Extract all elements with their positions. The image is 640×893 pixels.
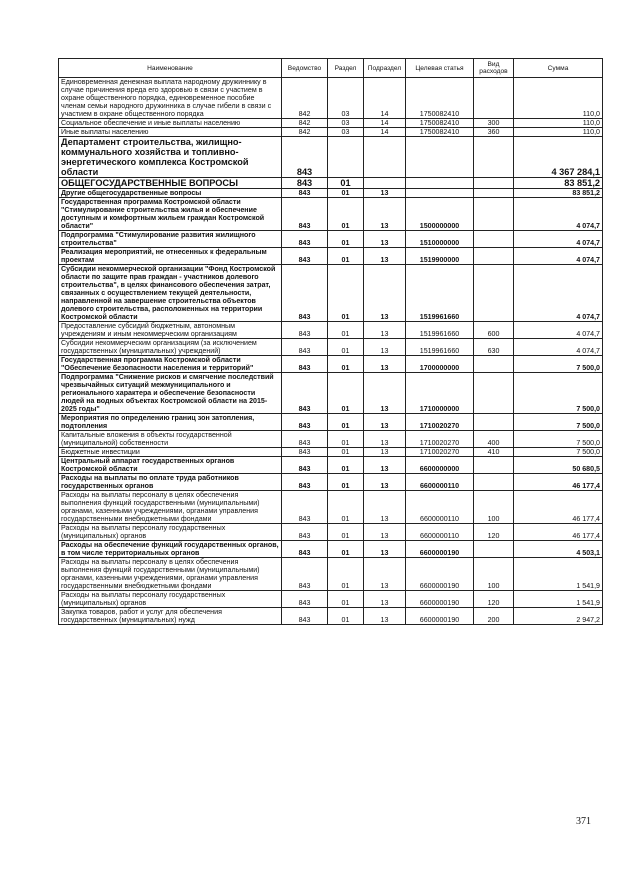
table-row [59,541,603,558]
cell-name: Социальное обеспечение и иные выплаты населению [59,119,282,128]
cell-name: Центральный аппарат государственных органов Костромской области [59,457,282,474]
cell-ved: 843 [282,431,328,448]
cell-razdel: 01 [328,356,364,373]
cell-ved: 842 [282,119,328,128]
cell-name: Иные выплаты населению [59,128,282,137]
cell-podrazdel: 13 [364,265,406,322]
table-row [59,339,603,356]
cell-ved: 843 [282,414,328,431]
table-row [59,373,603,414]
cell-name: Субсидии некоммерческой организации "Фонд Костромской области по защите прав граждан - участников долевого строительства", в целях финансового обеспечения затрат, связанных с осуществлением текущей деятельности, направленной на завершение строительства объектов долевого строительства, расположенных на территории Костромской области [59,265,282,322]
cell-ved: 843 [282,178,328,189]
cell-podrazdel: 13 [364,457,406,474]
cell-podrazdel: 13 [364,414,406,431]
table-row [59,591,603,608]
cell-summa: 46 177,4 [514,474,603,491]
cell-vid [474,457,514,474]
cell-podrazdel: 13 [364,558,406,591]
cell-ved: 843 [282,322,328,339]
cell-celevaya: 1710020270 [406,414,474,431]
cell-celevaya: 6600000110 [406,474,474,491]
cell-ved: 843 [282,248,328,265]
cell-ved: 843 [282,373,328,414]
cell-podrazdel: 13 [364,198,406,231]
cell-name: Капитальные вложения в объекты государственной (муниципальной) собственности [59,431,282,448]
cell-celevaya: 1500000000 [406,198,474,231]
table-row [59,198,603,231]
cell-podrazdel: 13 [364,356,406,373]
cell-summa: 4 074,7 [514,265,603,322]
cell-name: Подпрограмма "Стимулирование развития жилищного строительства" [59,231,282,248]
cell-ved: 843 [282,491,328,524]
cell-razdel: 03 [328,119,364,128]
cell-name: Государственная программа Костромской области "Стимулирование строительства жилья и обеспечение доступным и комфортным жильем граждан Костромской области" [59,198,282,231]
cell-podrazdel: 13 [364,448,406,457]
cell-name: Государственная программа Костромской области "Обеспечение безопасности населения и территорий" [59,356,282,373]
cell-ved: 843 [282,524,328,541]
table-row [59,558,603,591]
cell-vid [474,198,514,231]
cell-celevaya [406,137,474,178]
cell-podrazdel: 13 [364,248,406,265]
cell-name: Подпрограмма "Снижение рисков и смягчение последствий чрезвычайных ситуаций межмуниципального и регионального характера и обеспечение безопасности людей на водных объектах Костромской области на 2015-2025 годы" [59,373,282,414]
cell-vid [474,231,514,248]
cell-celevaya [406,189,474,198]
cell-vid: 100 [474,491,514,524]
cell-celevaya: 1710020270 [406,431,474,448]
cell-summa: 83 851,2 [514,178,603,189]
cell-razdel: 01 [328,524,364,541]
table-row [59,474,603,491]
cell-vid: 120 [474,591,514,608]
table-header-row [59,59,603,78]
cell-vid: 630 [474,339,514,356]
cell-celevaya [406,178,474,189]
budget-table [58,58,603,625]
cell-name: Расходы на выплаты по оплате труда работников государственных органов [59,474,282,491]
cell-vid [474,189,514,198]
cell-name: Расходы на выплаты персоналу государственных (муниципальных) органов [59,591,282,608]
cell-razdel: 03 [328,128,364,137]
cell-ved: 843 [282,198,328,231]
cell-ved: 843 [282,231,328,248]
cell-name: Мероприятия по определению границ зон затопления, подтопления [59,414,282,431]
cell-podrazdel: 13 [364,591,406,608]
cell-summa: 110,0 [514,78,603,119]
cell-ved: 843 [282,474,328,491]
table-row [59,524,603,541]
cell-celevaya: 6600000110 [406,491,474,524]
cell-celevaya: 1519900000 [406,248,474,265]
cell-celevaya: 6600000110 [406,524,474,541]
cell-summa: 7 500,0 [514,373,603,414]
cell-summa: 4 074,7 [514,248,603,265]
cell-razdel: 01 [328,248,364,265]
cell-celevaya: 6600000190 [406,558,474,591]
header-name: Наименование [59,59,282,78]
cell-summa: 83 851,2 [514,189,603,198]
cell-celevaya: 1510000000 [406,231,474,248]
cell-celevaya: 1519961660 [406,339,474,356]
cell-summa: 7 500,0 [514,356,603,373]
cell-vid [474,541,514,558]
cell-summa: 46 177,4 [514,491,603,524]
cell-podrazdel [364,178,406,189]
cell-razdel: 01 [328,608,364,625]
cell-razdel: 01 [328,198,364,231]
cell-ved: 843 [282,541,328,558]
cell-razdel: 01 [328,414,364,431]
cell-ved: 843 [282,591,328,608]
table-row [59,265,603,322]
budget-sheet [58,58,602,625]
cell-name: Расходы на обеспечение функций государственных органов, в том числе территориальных органов [59,541,282,558]
cell-name: Реализация мероприятий, не отнесенных к федеральным проектам [59,248,282,265]
cell-summa: 7 500,0 [514,414,603,431]
cell-ved: 843 [282,356,328,373]
cell-ved: 843 [282,558,328,591]
cell-podrazdel: 13 [364,474,406,491]
cell-vid: 300 [474,119,514,128]
cell-razdel [328,137,364,178]
cell-name: Расходы на выплаты персоналу государственных (муниципальных) органов [59,524,282,541]
table-row [59,356,603,373]
table-row [59,431,603,448]
cell-podrazdel: 13 [364,608,406,625]
cell-podrazdel: 13 [364,431,406,448]
table-row [59,128,603,137]
cell-ved: 842 [282,78,328,119]
cell-ved: 843 [282,608,328,625]
cell-name: Закупка товаров, работ и услуг для обеспечения государственных (муниципальных) нужд [59,608,282,625]
cell-summa: 4 503,1 [514,541,603,558]
cell-podrazdel: 13 [364,373,406,414]
cell-vid [474,137,514,178]
header-razdel: Раздел [328,59,364,78]
cell-razdel: 01 [328,474,364,491]
cell-summa: 7 500,0 [514,431,603,448]
cell-razdel: 01 [328,448,364,457]
cell-razdel: 03 [328,78,364,119]
cell-vid: 360 [474,128,514,137]
cell-vid [474,474,514,491]
cell-razdel: 01 [328,322,364,339]
cell-podrazdel: 14 [364,128,406,137]
cell-celevaya: 1519961660 [406,322,474,339]
cell-summa: 1 541,9 [514,591,603,608]
cell-podrazdel: 13 [364,491,406,524]
cell-summa: 4 074,7 [514,198,603,231]
table-row [59,248,603,265]
page-number: 371 [576,816,591,827]
cell-celevaya: 1750082410 [406,78,474,119]
table-row [59,137,603,178]
cell-summa: 2 947,2 [514,608,603,625]
cell-celevaya: 6600000000 [406,457,474,474]
cell-name: Расходы на выплаты персоналу в целях обеспечения выполнения функций государственными (муниципальными) органами, казенными учреждениями, органами управления государственными внебюджетными фондами [59,558,282,591]
cell-vid: 410 [474,448,514,457]
cell-vid [474,265,514,322]
cell-podrazdel: 14 [364,119,406,128]
cell-ved: 843 [282,448,328,457]
cell-vid [474,178,514,189]
table-row [59,178,603,189]
cell-name: Расходы на выплаты персоналу в целях обеспечения выполнения функций государственными (муниципальными) органами, казенными учреждениями, органами управления государственными внебюджетными фондами [59,491,282,524]
table-row [59,322,603,339]
cell-razdel: 01 [328,373,364,414]
cell-summa: 4 074,7 [514,339,603,356]
cell-celevaya: 1750082410 [406,128,474,137]
cell-podrazdel: 13 [364,541,406,558]
cell-vid: 600 [474,322,514,339]
cell-summa: 50 680,5 [514,457,603,474]
header-celevaya: Целевая статья [406,59,474,78]
cell-celevaya: 1750082410 [406,119,474,128]
table-row [59,448,603,457]
cell-celevaya: 6600000190 [406,591,474,608]
table-row [59,189,603,198]
cell-name: Департамент строительства, жилищно-коммунального хозяйства и топливно-энергетического комплекса Костромской области [59,137,282,178]
cell-podrazdel: 13 [364,189,406,198]
cell-podrazdel [364,137,406,178]
cell-ved: 842 [282,128,328,137]
cell-razdel: 01 [328,339,364,356]
cell-celevaya: 6600000190 [406,608,474,625]
cell-name: Бюджетные инвестиции [59,448,282,457]
cell-summa: 7 500,0 [514,448,603,457]
cell-razdel: 01 [328,431,364,448]
cell-vid [474,356,514,373]
cell-podrazdel: 13 [364,231,406,248]
cell-name: ОБЩЕГОСУДАРСТВЕННЫЕ ВОПРОСЫ [59,178,282,189]
cell-razdel: 01 [328,558,364,591]
cell-name: Предоставление субсидий бюджетным, автономным учреждениям и иным некоммерческим организациям [59,322,282,339]
cell-podrazdel: 13 [364,524,406,541]
table-row [59,231,603,248]
cell-razdel: 01 [328,189,364,198]
cell-vid: 120 [474,524,514,541]
cell-celevaya: 6600000190 [406,541,474,558]
cell-vid: 400 [474,431,514,448]
table-row [59,414,603,431]
cell-summa: 4 074,7 [514,322,603,339]
cell-podrazdel: 14 [364,78,406,119]
cell-summa: 110,0 [514,119,603,128]
header-podrazdel: Подраздел [364,59,406,78]
table-row [59,491,603,524]
cell-ved: 843 [282,189,328,198]
cell-ved: 843 [282,137,328,178]
cell-vid [474,78,514,119]
cell-name: Другие общегосударственные вопросы [59,189,282,198]
cell-summa: 4 367 284,1 [514,137,603,178]
cell-vid [474,414,514,431]
cell-summa: 4 074,7 [514,231,603,248]
table-row [59,457,603,474]
cell-razdel: 01 [328,457,364,474]
cell-summa: 1 541,9 [514,558,603,591]
table-row [59,119,603,128]
cell-razdel: 01 [328,491,364,524]
cell-celevaya: 1519961660 [406,265,474,322]
cell-summa: 46 177,4 [514,524,603,541]
cell-ved: 843 [282,457,328,474]
table-row [59,78,603,119]
cell-razdel: 01 [328,178,364,189]
cell-name: Единовременная денежная выплата народному дружиннику в случае причинения вреда его здоровью в связи с участием в охране общественного порядка, единовременное пособие членам семьи народного дружинника в случае гибели в связи с участием в охране общественного порядка [59,78,282,119]
cell-vid [474,373,514,414]
header-summa: Сумма [514,59,603,78]
header-vid: Вид расходов [474,59,514,78]
cell-vid [474,248,514,265]
cell-razdel: 01 [328,265,364,322]
cell-razdel: 01 [328,541,364,558]
cell-razdel: 01 [328,231,364,248]
cell-celevaya: 1710020270 [406,448,474,457]
table-row [59,608,603,625]
cell-celevaya: 1710000000 [406,373,474,414]
cell-celevaya: 1700000000 [406,356,474,373]
cell-ved: 843 [282,265,328,322]
cell-vid: 100 [474,558,514,591]
cell-razdel: 01 [328,591,364,608]
cell-ved: 843 [282,339,328,356]
cell-vid: 200 [474,608,514,625]
cell-podrazdel: 13 [364,339,406,356]
header-ved: Ведомство [282,59,328,78]
cell-podrazdel: 13 [364,322,406,339]
cell-name: Субсидии некоммерческим организациям (за исключением государственных (муниципальных) учреждений) [59,339,282,356]
cell-summa: 110,0 [514,128,603,137]
